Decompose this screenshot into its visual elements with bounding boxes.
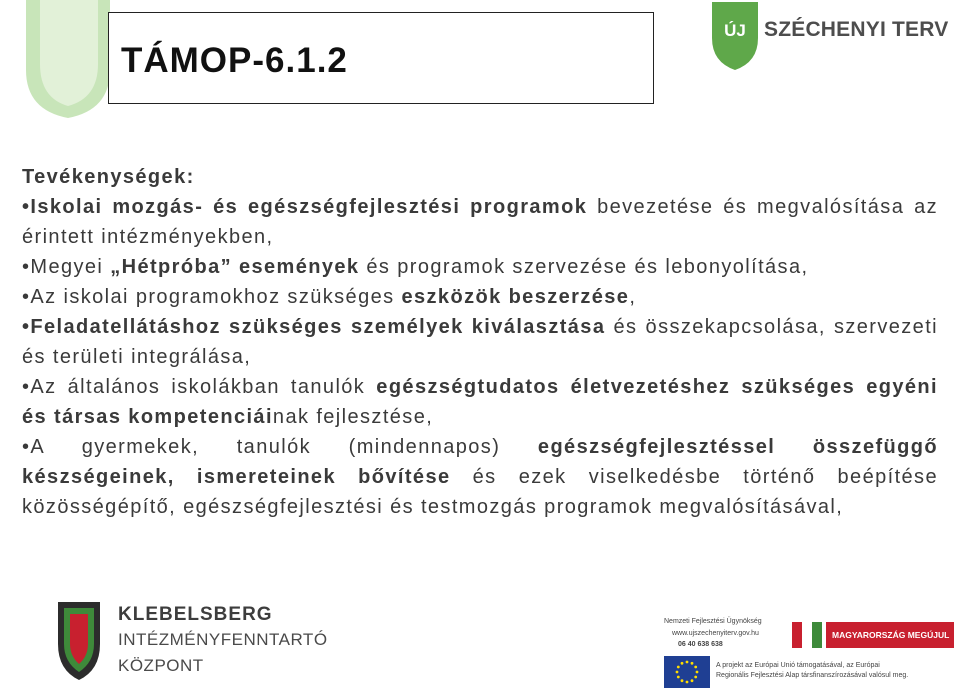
activity-emphasis: •Feladatellátáshoz szükséges személyek kiválasztása [22,316,606,338]
nfu-logos [664,612,956,692]
project-text-line2: Regionális Fejlesztési Alap társfinanszírozásával valósul meg. [716,672,909,679]
klebelsberg-emblem-icon [48,600,110,686]
klebelsberg-line3: KÖZPONT [118,656,204,675]
title-box [108,12,654,104]
activity-text: bevezetése és megvalósítása az érintett intézményekben, [22,196,939,248]
activity-text: és programok szervezése és lebonyolítása, [359,256,809,278]
klebelsberg-line1: KLEBELSBERG [118,604,273,625]
activity-emphasis: eszközök beszerzése [401,286,630,308]
magyarorszag-megujul-badge [792,622,954,648]
activity-emphasis: egészségfejlesztéssel összefüggő készségeinek, ismereteinek bővítése [22,436,938,488]
nfu-website: www.ujszechenyiterv.gov.hu [672,630,759,637]
page-title: TÁMOP-6.1.2 [121,41,348,80]
activities-heading: Tevékenységek: [22,166,195,188]
activity-item [22,192,938,252]
nfu-phone: 06 40 638 638 [678,641,723,648]
activities-content [22,162,938,522]
activity-text: és ezek viselkedésbe történő beépítése közösségépítő, egészségfejlesztési és testmozgás programok megvalósításával, [22,466,938,518]
project-text-line1: A projekt az Európai Unió támogatásával, az Európai [716,662,880,669]
activity-emphasis: egészségtudatos életvezetéshez szükséges egyéni és társas kompetenciái [22,376,938,428]
szechenyi-terv-label: SZÉCHENYI TERV [764,18,949,41]
activity-text: •Az iskolai programokhoz szükséges [22,286,402,308]
activity-text: , [629,286,637,308]
activity-emphasis: •Iskolai mozgás- és egészségfejlesztési programok [22,196,588,218]
activity-text: és összekapcsolása, szervezeti és területi integrálása, [22,316,938,368]
activity-text: •Az általános iskolákban tanulók [22,376,377,398]
activity-text: nak fejlesztése, [272,406,434,428]
badge-label: MAGYARORSZÁG MEGÚJUL [832,630,950,640]
activity-text: •Megyei [22,256,111,278]
activity-item [22,432,938,522]
activity-emphasis: „Hétpróba” események [110,256,360,278]
klebelsberg-line2: INTÉZMÉNYFENNTARTÓ [118,630,328,649]
szechenyi-leaf-icon [708,0,762,72]
activities-list [22,192,938,522]
leaf-decoration [16,0,116,118]
activity-item [22,252,938,282]
activity-item [22,312,938,372]
szechenyi-terv-logo [708,0,958,72]
eu-flag-icon [664,656,710,688]
activity-item [22,372,938,432]
klebelsberg-logo [48,600,348,688]
uj-text: ÚJ [724,21,746,40]
nfu-agency: Nemzeti Fejlesztési Ügynökség [664,618,762,625]
activity-text: •A gyermekek, tanulók (mindennapos) [22,436,538,458]
activity-item [22,282,938,312]
